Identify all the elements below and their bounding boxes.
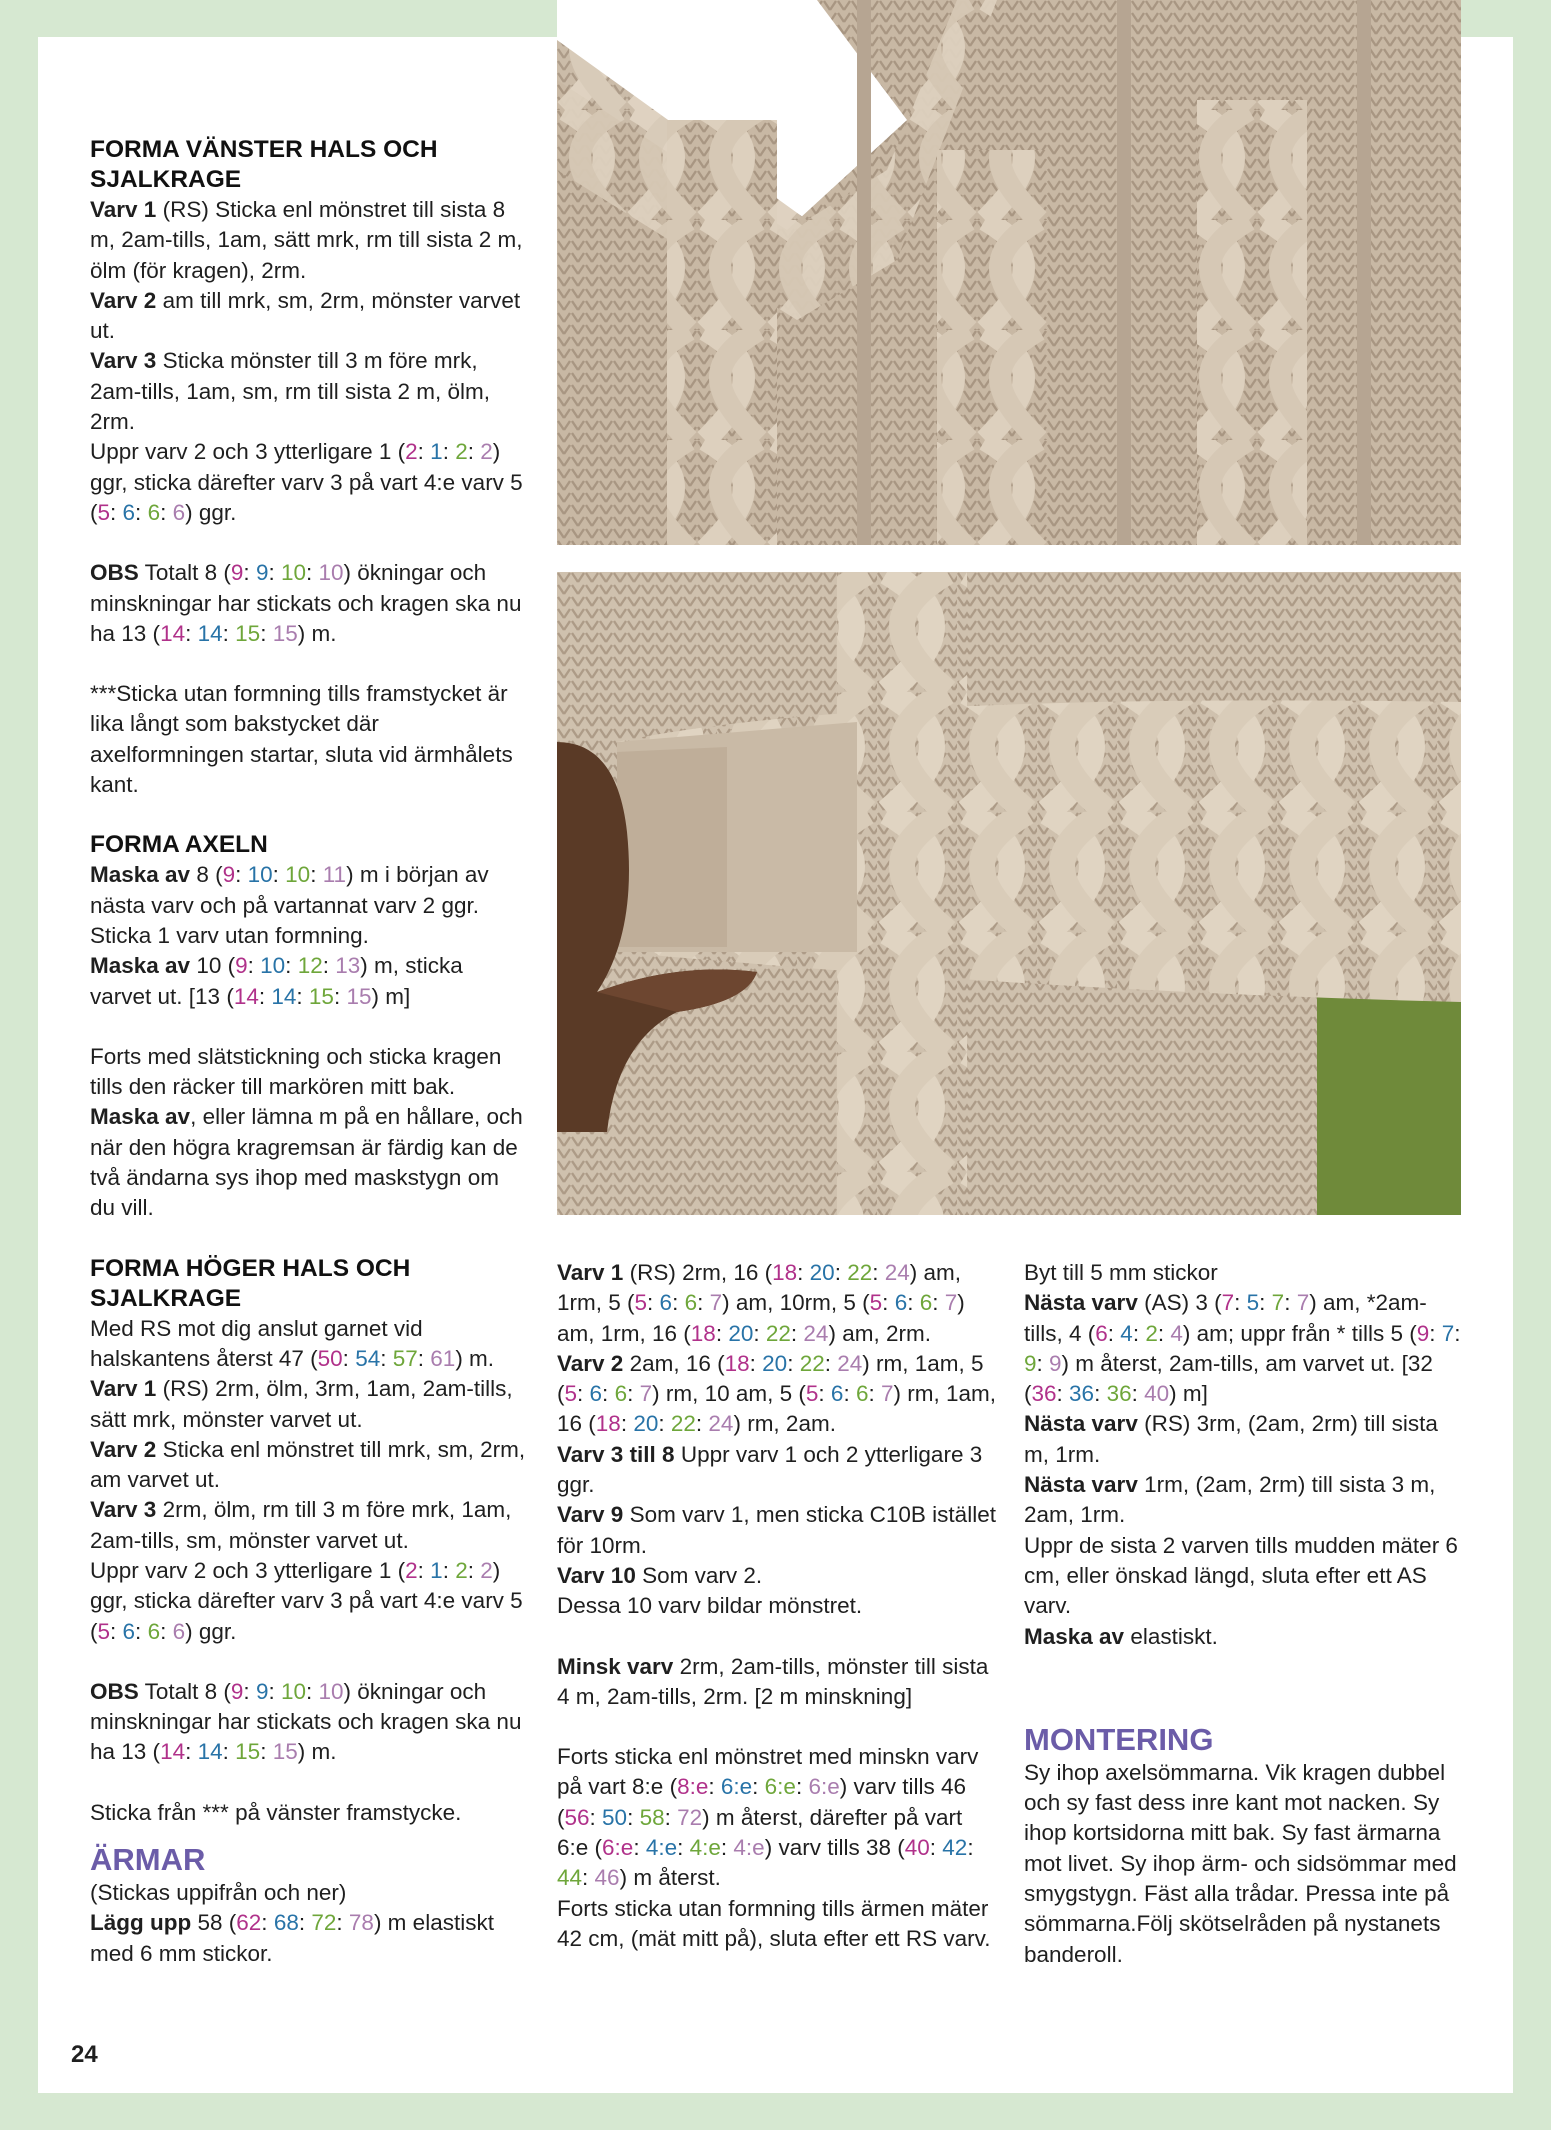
cuff-next-row-1: Nästa varv (AS) 3 (7: 5: 7: 7) am, *2am-tills, 4 (6: 4: 2: 4) am; uppr från * tills 5 (9: 7: 9: 9) m återst, 2am-tills, am varvet ut. [32 (36: 36: 36: 40) m]: [1024, 1290, 1461, 1407]
right-neck-obs: OBS Totalt 8 (9: 9: 10: 10) ökningar och minskningar har stickats och kragen ska nu ha 13 (14: 14: 15: 15) m.: [90, 1678, 522, 1765]
right-neck-intro: Med RS mot dig anslut garnet vid halskantens återst 47 (50: 54: 57: 61) m.: [90, 1315, 495, 1371]
sleeves-subtitle: (Stickas uppifrån och ner): [90, 1880, 347, 1906]
sleeve-length-note: Forts sticka utan formning tills ärmen mäter 42 cm, (mät mitt på), sluta efter ett RS varv.: [557, 1895, 991, 1951]
sweater-collar-photo: [557, 0, 1461, 545]
right-neck-row-3: Varv 3 2rm, ölm, rm till 3 m före mrk, 1am, 2am-tills, sm, mönster varvet ut.: [90, 1497, 512, 1553]
pattern-note: Dessa 10 varv bildar mönstret.: [557, 1593, 863, 1619]
needle-change: Byt till 5 mm stickor: [1024, 1260, 1218, 1285]
left-neck-repeat: Uppr varv 2 och 3 ytterligare 1 (2: 1: 2: 2) ggr, sticka därefter varv 3 på vart 4:e varv 5 (5: 6: 6: 6) ggr.: [90, 439, 523, 525]
page-number: 24: [71, 2041, 98, 2068]
heading-assembly: MONTERING: [1024, 1721, 1214, 1757]
pattern-row-9: Varv 9 Som varv 1, men sticka C10B istället för 10rm.: [557, 1502, 996, 1558]
pattern-rows-3-8: Varv 3 till 8 Uppr varv 1 och 2 ytterligare 3 ggr.: [557, 1441, 983, 1498]
pattern-row-10: Varv 10 Som varv 2.: [557, 1562, 763, 1588]
right-neck-row-1: Varv 1 (RS) 2rm, ölm, 3rm, 1am, 2am-tills, sätt mrk, mönster varvet ut.: [90, 1376, 513, 1432]
left-neck-star-note: ***Sticka utan formning tills framstycket är lika långt som bakstycket där axelformningen startar, sluta vid ärmhålets kant.: [90, 681, 513, 798]
shoulder-bindoff-2: Maska av 10 (9: 10: 12: 13) m, sticka varvet ut. [13 (14: 14: 15: 15) m]: [90, 953, 463, 1009]
left-neck-row-3: Varv 3 Sticka mönster till 3 m före mrk, 2am-tills, 1am, sm, rm till sista 2 m, ölm, 2rm.: [90, 348, 491, 435]
left-neck-row-1: Varv 1 (RS) Sticka enl mönstret till sista 8 m, 2am-tills, 1am, sätt mrk, rm till sista 2 m, ölm (för kragen), 2rm.: [90, 197, 523, 283]
pattern-row-1: Varv 1 (RS) 2rm, 16 (18: 20: 22: 24) am, 1rm, 5 (5: 6: 6: 7) am, 10rm, 5 (5: 6: 6: 7) am, 1rm, 16 (18: 20: 22: 24) am, 2rm.: [557, 1260, 965, 1346]
decrease-row: Minsk varv 2rm, 2am-tills, mönster till sista 4 m, 2am-tills, 2rm. [2 m minskning]: [557, 1653, 989, 1709]
heading-right-neck: FORMA HÖGER HALS OCH SJALKRAGE: [90, 1254, 411, 1312]
left-neck-row-2: Varv 2 am till mrk, sm, 2rm, mönster varvet ut.: [90, 287, 521, 344]
collar-continue: Forts med slätstickning och sticka kragen tills den räcker till markören mitt bak. Maska av, eller lämna m på en hållare, och när den högra kragremsan är färdig kan de två ändarna sys ihop med maskstygn om du vill.: [90, 1043, 523, 1221]
sleeves-cast-on: Lägg upp 58 (62: 68: 72: 78) m elastiskt med 6 mm stickor.: [90, 1910, 494, 1966]
pattern-row-2: Varv 2 2am, 16 (18: 20: 22: 24) rm, 1am, 5 (5: 6: 6: 7) rm, 10 am, 5 (5: 6: 6: 7) rm, 1am, 16 (18: 20: 22: 24) rm, 2am.: [557, 1350, 997, 1437]
shoulder-bindoff-1: Maska av 8 (9: 10: 10: 11) m i början av nästa varv och på vartannat varv 2 ggr. Sticka 1 varv utan formning.: [90, 862, 489, 948]
middle-column: [557, 1258, 997, 1954]
cuff-repeat: Uppr de sista 2 varven tills mudden mäter 6 cm, eller önskad längd, sluta efter ett AS varv.: [1024, 1532, 1458, 1619]
left-neck-obs: OBS Totalt 8 (9: 9: 10: 10) ökningar och minskningar har stickats och kragen ska nu ha 13 (14: 14: 15: 15) m.: [90, 560, 522, 646]
cuff-next-row-2: Nästa varv (RS) 3rm, (2am, 2rm) till sista m, 1rm.: [1024, 1411, 1438, 1467]
heading-left-neck: FORMA VÄNSTER HALS OCH SJALKRAGE: [90, 136, 438, 193]
right-neck-repeat: Uppr varv 2 och 3 ytterligare 1 (2: 1: 2: 2) ggr, sticka därefter varv 3 på vart 4:e varv 5 (5: 6: 6: 6) ggr.: [90, 1557, 523, 1644]
cuff-bind-off: Maska av elastiskt.: [1024, 1623, 1218, 1649]
decrease-continue: Forts sticka enl mönstret med minskn varv på vart 8:e (8:e: 6:e: 6:e: 6:e) varv tills 46 (56: 50: 58: 72) m återst, därefter på vart 6:e (6:e: 4:e: 4:e: 4:e) varv tills 38 (40: 42: 44: 46) m återst.: [557, 1744, 979, 1891]
right-column: [1024, 1258, 1464, 1970]
sweater-sleeve-photo: [557, 572, 1461, 1215]
right-neck-star-note: Sticka från *** på vänster framstycke.: [90, 1799, 462, 1825]
heading-sleeves: ÄRMAR: [90, 1842, 206, 1878]
heading-shoulder: FORMA AXELN: [90, 831, 268, 859]
assembly-text: Sy ihop axelsömmarna. Vik kragen dubbel och sy fast dess inre kant mot nacken. Sy ihop kortsidorna mitt bak. Sy fast ärmarna mot livet. Sy ihop ärm- och sidsömmar med smygstygn. Fäst alla trådar. Pressa inte på sömmarna.Följ skötselråden på nystanets banderoll.: [1024, 1759, 1457, 1967]
cuff-next-row-3: Nästa varv 1rm, (2am, 2rm) till sista 3 m, 2am, 1rm.: [1024, 1472, 1436, 1528]
left-column: [90, 135, 530, 1969]
right-neck-row-2: Varv 2 Sticka enl mönstret till mrk, sm, 2rm, am varvet ut.: [90, 1436, 526, 1493]
